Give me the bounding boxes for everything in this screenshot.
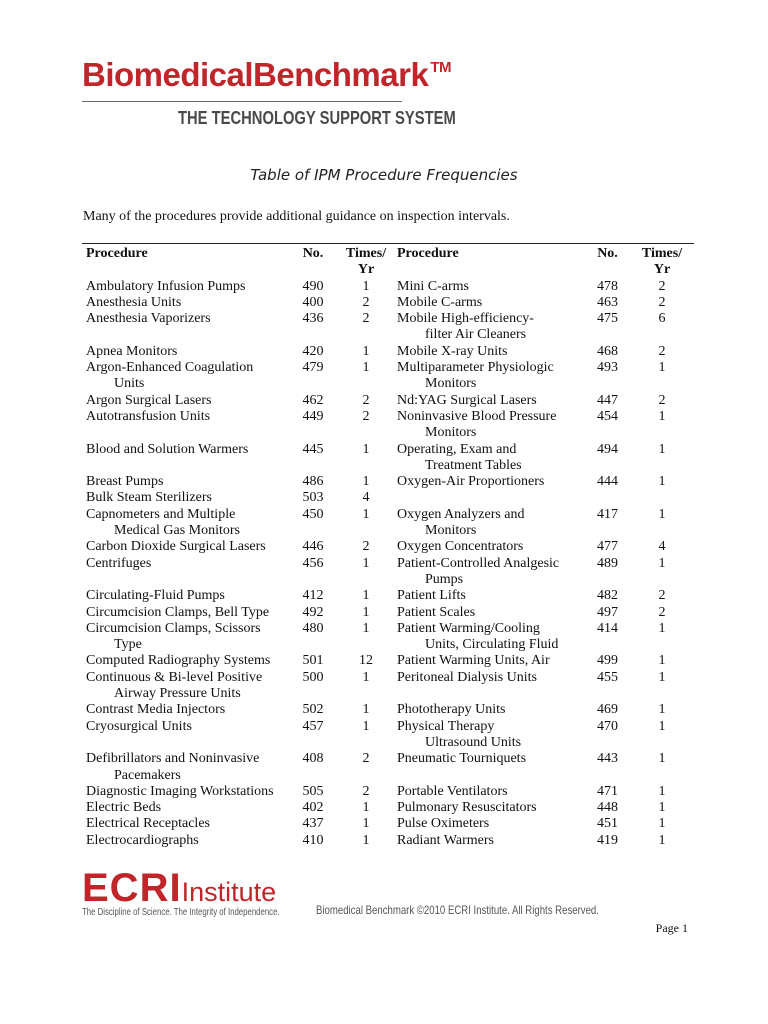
table-row [82, 751, 694, 784]
brand-tagline: THE TECHNOLOGY SUPPORT SYSTEM [178, 108, 456, 128]
procedure-name-text: Carbon Dioxide Surgical Lasers [86, 539, 266, 555]
procedure-name-continuation: Monitors [425, 376, 477, 392]
table-row [82, 393, 694, 409]
procedure-number-right: 499 [597, 653, 618, 669]
procedure-name-continuation: Monitors [425, 523, 477, 539]
procedure-number-right: 419 [597, 832, 618, 848]
procedure-name-left [82, 360, 291, 393]
col-header-times [335, 244, 397, 279]
procedure-number-left: 505 [302, 783, 324, 799]
times-per-year-left: 1 [362, 360, 370, 376]
times-per-year-left: 2 [362, 783, 370, 799]
procedure-number-left: 436 [302, 311, 324, 327]
table-body [82, 279, 694, 849]
table-row [82, 833, 694, 849]
table-row [82, 605, 694, 621]
times-per-year-right: 1 [658, 702, 666, 718]
times-per-year-left: 1 [362, 441, 370, 457]
procedure-name-continuation: Airway Pressure Units [114, 686, 241, 702]
procedure-name-text: Patient Scales [397, 604, 476, 620]
procedure-name-right [397, 490, 585, 506]
times-per-year-left: 2 [362, 539, 370, 555]
procedure-number-right: 444 [597, 474, 618, 490]
table-row [82, 670, 694, 703]
page-title: Table of IPM Procedure Frequencies [250, 166, 518, 184]
times-per-year-left: 1 [362, 474, 370, 490]
times-per-year-left: 1 [362, 669, 370, 685]
procedure-name-text: Anesthesia Units [86, 294, 182, 310]
procedure-name-right [397, 816, 585, 832]
procedure-number-right: 443 [597, 751, 618, 767]
times-per-year-left: 1 [362, 702, 370, 718]
procedure-name-text: Oxygen-Air Proportioners [397, 474, 545, 490]
procedure-name-left [82, 344, 291, 360]
procedure-number-right: 478 [597, 278, 618, 294]
procedure-name-text: Patient-Controlled Analgesic [397, 555, 560, 571]
procedure-name-text: Circumcision Clamps, Scissors [86, 620, 261, 636]
table-row [82, 702, 694, 718]
procedure-name-right [397, 539, 585, 555]
procedure-number-left: 408 [302, 751, 324, 767]
procedure-name-left [82, 833, 291, 849]
procedure-name-text: Nd:YAG Surgical Lasers [397, 392, 537, 408]
procedure-name-continuation: Monitors [425, 425, 477, 441]
times-per-year-right: 1 [658, 555, 666, 571]
procedure-name-text: Circulating-Fluid Pumps [86, 588, 225, 604]
procedure-name-text: Oxygen Concentrators [397, 539, 524, 555]
trademark-mark: TM [430, 59, 451, 76]
table-row [82, 653, 694, 669]
times-per-year-left: 1 [362, 343, 370, 359]
procedure-name-continuation: Type [114, 637, 142, 653]
procedure-number-right: 470 [597, 718, 618, 734]
procedure-name-text: Argon Surgical Lasers [86, 392, 212, 408]
ecri-logo [82, 868, 276, 908]
procedure-name-right [397, 409, 585, 442]
times-per-year-right: 1 [658, 506, 666, 522]
times-per-year-right: 4 [658, 539, 666, 555]
procedure-name-text: Patient Warming/Cooling [397, 620, 540, 636]
procedure-name-text: Electrocardiographs [86, 832, 199, 848]
procedure-name-right [397, 670, 585, 703]
table-row [82, 784, 694, 800]
procedure-number-right: 493 [597, 360, 618, 376]
procedure-name-right [397, 393, 585, 409]
procedure-name-left [82, 409, 291, 442]
procedure-name-text: Peritoneal Dialysis Units [397, 669, 537, 685]
procedure-number-left: 412 [302, 588, 324, 604]
procedure-name-right [397, 719, 585, 752]
times-per-year-left: 2 [362, 751, 370, 767]
table-row [82, 539, 694, 555]
table-row [82, 507, 694, 540]
table-row [82, 490, 694, 506]
procedure-name-continuation: Medical Gas Monitors [114, 523, 240, 539]
times-per-year-right: 2 [658, 278, 666, 294]
procedure-name-right [397, 800, 585, 816]
procedure-number-right [585, 490, 630, 506]
procedure-table [82, 243, 694, 849]
times-per-year-right: 1 [658, 474, 666, 490]
procedure-number-left: 450 [302, 506, 324, 522]
table-row [82, 279, 694, 295]
procedure-name-right [397, 653, 585, 669]
procedure-name-text: Breast Pumps [86, 474, 164, 490]
procedure-name-left [82, 719, 291, 752]
times-per-year-left: 2 [362, 408, 370, 424]
procedure-number-left: 456 [302, 555, 324, 571]
procedure-name-text: Portable Ventilators [397, 783, 508, 799]
logo-divider [82, 101, 402, 102]
table-row [82, 409, 694, 442]
col-header-procedure: Procedure [86, 246, 148, 261]
procedure-name-right [397, 279, 585, 295]
times-per-year-right: 1 [658, 751, 666, 767]
times-per-year-right: 1 [658, 653, 666, 669]
procedure-name-text: Electrical Receptacles [86, 816, 210, 832]
procedure-number-left: 437 [302, 816, 324, 832]
procedure-name-right [397, 311, 585, 344]
procedure-number-right: 417 [597, 506, 618, 522]
table-row [82, 588, 694, 604]
times-per-year-right: 1 [658, 800, 666, 816]
procedure-name-text: Operating, Exam and [397, 441, 517, 457]
procedure-name-text: Mini C-arms [397, 278, 469, 294]
procedure-name-left [82, 653, 291, 669]
table-row [82, 311, 694, 344]
procedure-name-left [82, 442, 291, 475]
table-row [82, 621, 694, 654]
procedure-number-left: 402 [302, 800, 324, 816]
procedure-name-text: Patient Lifts [397, 588, 466, 604]
times-per-year-right: 2 [658, 392, 666, 408]
procedure-name-right [397, 702, 585, 718]
times-per-year-right: 2 [658, 343, 666, 359]
procedure-name-text: Circumcision Clamps, Bell Type [86, 604, 270, 620]
procedure-name-left [82, 816, 291, 832]
procedure-name-text: Noninvasive Blood Pressure [397, 408, 557, 424]
procedure-number-left: 410 [302, 832, 324, 848]
procedure-name-right [397, 360, 585, 393]
procedure-name-continuation: Units [114, 376, 145, 392]
ecri-logo-main: ECRI [82, 866, 182, 910]
procedure-name-text: Diagnostic Imaging Workstations [86, 783, 274, 799]
procedure-name-continuation: filter Air Cleaners [425, 327, 527, 343]
times-per-year-right: 6 [658, 311, 666, 327]
col-header-times [630, 244, 694, 279]
procedure-name-left [82, 507, 291, 540]
times-per-year-right: 2 [658, 588, 666, 604]
times-per-year-left: 1 [362, 506, 370, 522]
procedure-name-text: Continuous & Bi-level Positive [86, 669, 263, 685]
procedure-name-text: Bulk Steam Sterilizers [86, 490, 212, 506]
ecri-logo-institute: Institute [181, 877, 277, 907]
procedure-name-left [82, 556, 291, 589]
brand-logo [82, 58, 451, 91]
procedure-name-right [397, 442, 585, 475]
table-row [82, 800, 694, 816]
procedure-name-left [82, 605, 291, 621]
procedure-number-right: 455 [597, 669, 618, 685]
times-per-year-left: 1 [362, 816, 370, 832]
procedure-name-text: Cryosurgical Units [86, 718, 192, 734]
table-header-row [82, 244, 694, 279]
procedure-number-right: 477 [597, 539, 618, 555]
procedure-name-text: Computed Radiography Systems [86, 653, 271, 669]
col-header-times-line1: Times/ [641, 246, 683, 261]
procedure-name-left [82, 702, 291, 718]
footer-copyright: Biomedical Benchmark ©2010 ECRI Institute. All Rights Reserved. [316, 903, 599, 917]
procedure-number-left: 479 [302, 360, 324, 376]
procedure-name-text: Blood and Solution Warmers [86, 441, 249, 457]
procedure-name-left [82, 490, 291, 506]
procedure-number-left: 486 [302, 474, 324, 490]
times-per-year-right: 1 [658, 669, 666, 685]
procedure-number-left: 501 [302, 653, 324, 669]
procedure-number-left: 420 [302, 343, 324, 359]
procedure-number-right: 469 [597, 702, 618, 718]
procedure-name-right [397, 295, 585, 311]
procedure-name-text: Physical Therapy [397, 718, 495, 734]
col-header-times-line1: Times/ [345, 246, 387, 261]
procedure-name-text: Radiant Warmers [397, 832, 494, 848]
procedure-name-text: Mobile X-ray Units [397, 343, 508, 359]
procedure-name-continuation: Pacemakers [114, 767, 181, 783]
times-per-year-left: 1 [362, 800, 370, 816]
times-per-year-right: 2 [658, 604, 666, 620]
procedure-name-text: Mobile C-arms [397, 294, 483, 310]
procedure-name-right [397, 751, 585, 784]
times-per-year-right: 1 [658, 441, 666, 457]
procedure-number-right: 494 [597, 441, 618, 457]
times-per-year-right: 1 [658, 816, 666, 832]
procedure-name-left [82, 279, 291, 295]
procedure-number-right: 447 [597, 392, 618, 408]
times-per-year-right: 1 [658, 620, 666, 636]
procedure-number-right: 489 [597, 555, 618, 571]
procedure-name-continuation: Pumps [425, 571, 464, 587]
procedure-number-left: 457 [302, 718, 324, 734]
procedure-name-text: Centrifuges [86, 555, 152, 571]
procedure-name-text: Ambulatory Infusion Pumps [86, 278, 246, 294]
col-header-times-line2: Yr [653, 262, 671, 278]
procedure-name-text: Defibrillators and Noninvasive [86, 751, 260, 767]
procedure-name-right [397, 588, 585, 604]
procedure-number-right: 475 [597, 311, 618, 327]
procedure-number-left: 503 [302, 490, 324, 506]
procedure-name-left [82, 474, 291, 490]
times-per-year-left: 1 [362, 620, 370, 636]
procedure-name-left [82, 393, 291, 409]
procedure-name-left [82, 588, 291, 604]
procedure-number-left: 490 [302, 278, 324, 294]
procedure-name-text: Pulse Oximeters [397, 816, 490, 832]
col-header-no: No. [302, 246, 324, 261]
procedure-number-right: 468 [597, 343, 618, 359]
procedure-number-left: 400 [302, 294, 324, 310]
procedure-name-continuation: Treatment Tables [425, 457, 522, 473]
page-number: Page 1 [655, 921, 688, 935]
procedure-name-text: Phototherapy Units [397, 702, 506, 718]
procedure-number-left: 449 [302, 408, 324, 424]
procedure-name-left [82, 295, 291, 311]
procedure-number-right: 482 [597, 588, 618, 604]
procedure-name-right [397, 621, 585, 654]
times-per-year-left: 2 [362, 294, 370, 310]
table-row [82, 719, 694, 752]
procedure-name-right [397, 556, 585, 589]
times-per-year-right: 1 [658, 360, 666, 376]
procedure-name-text: Oxygen Analyzers and [397, 506, 525, 522]
procedure-name-right [397, 474, 585, 490]
table-row [82, 360, 694, 393]
procedure-name-text: Pneumatic Tourniquets [397, 751, 527, 767]
procedure-number-right: 471 [597, 783, 618, 799]
footer-tagline: The Discipline of Science. The Integrity of Independence. [82, 907, 280, 918]
brand-name: BiomedicalBenchmark [82, 56, 429, 93]
times-per-year-right: 1 [658, 832, 666, 848]
procedure-name-left [82, 670, 291, 703]
procedure-name-text: Multiparameter Physiologic [397, 360, 554, 376]
procedure-name-text: Patient Warming Units, Air [397, 653, 550, 669]
procedure-name-text: Contrast Media Injectors [86, 702, 226, 718]
table-row [82, 816, 694, 832]
times-per-year-right: 2 [658, 294, 666, 310]
procedure-number-right: 448 [597, 800, 618, 816]
procedure-name-text: Pulmonary Resuscitators [397, 800, 537, 816]
times-per-year-left: 4 [362, 490, 370, 506]
procedure-name-left [82, 621, 291, 654]
intro-text: Many of the procedures provide additional guidance on inspection intervals. [83, 209, 510, 224]
procedure-name-text: Mobile High-efficiency- [397, 311, 534, 327]
procedure-number-left: 480 [302, 620, 324, 636]
table-row [82, 442, 694, 475]
procedure-name-continuation: Units, Circulating Fluid [425, 637, 559, 653]
procedure-name-right [397, 605, 585, 621]
procedure-name-left [82, 539, 291, 555]
procedure-name-left [82, 311, 291, 344]
table-row [82, 295, 694, 311]
procedure-name-right [397, 784, 585, 800]
times-per-year-left: 2 [362, 392, 370, 408]
times-per-year-left: 12 [359, 653, 373, 669]
times-per-year-left: 1 [362, 278, 370, 294]
col-header-times-line2: Yr [357, 262, 375, 278]
procedure-number-right: 454 [597, 408, 618, 424]
procedure-number-right: 414 [597, 620, 618, 636]
times-per-year-right: 1 [658, 408, 666, 424]
procedure-name-text: Argon-Enhanced Coagulation [86, 360, 254, 376]
times-per-year-left: 1 [362, 555, 370, 571]
procedure-number-right: 451 [597, 816, 618, 832]
procedure-number-left: 462 [302, 392, 324, 408]
procedure-number-left: 445 [302, 441, 324, 457]
table-row [82, 556, 694, 589]
procedure-name-left [82, 800, 291, 816]
times-per-year-right: 1 [658, 718, 666, 734]
times-per-year-left: 1 [362, 718, 370, 734]
procedure-name-continuation: Ultrasound Units [425, 734, 522, 750]
procedure-name-right [397, 344, 585, 360]
table-row [82, 474, 694, 490]
procedure-number-left: 492 [302, 604, 324, 620]
procedure-name-right [397, 507, 585, 540]
procedure-number-right: 497 [597, 604, 618, 620]
procedure-name-text: Autotransfusion Units [86, 408, 211, 424]
procedure-number-right: 463 [597, 294, 618, 310]
times-per-year-left: 1 [362, 832, 370, 848]
col-header-no: No. [597, 246, 618, 261]
procedure-name-right [397, 833, 585, 849]
times-per-year-left: 1 [362, 604, 370, 620]
times-per-year-right: 1 [658, 783, 666, 799]
table-row [82, 344, 694, 360]
procedure-name-text: Apnea Monitors [86, 343, 178, 359]
procedure-number-left: 502 [302, 702, 324, 718]
times-per-year-left: 2 [362, 311, 370, 327]
procedure-number-left: 446 [302, 539, 324, 555]
times-per-year-left: 1 [362, 588, 370, 604]
procedure-name-left [82, 751, 291, 784]
procedure-name-left [82, 784, 291, 800]
times-per-year-right [630, 490, 694, 506]
procedure-name-text: Electric Beds [86, 800, 162, 816]
procedure-name-text: Capnometers and Multiple [86, 506, 236, 522]
procedure-name-text: Anesthesia Vaporizers [86, 311, 211, 327]
col-header-procedure: Procedure [397, 246, 459, 261]
procedure-number-left: 500 [302, 669, 324, 685]
